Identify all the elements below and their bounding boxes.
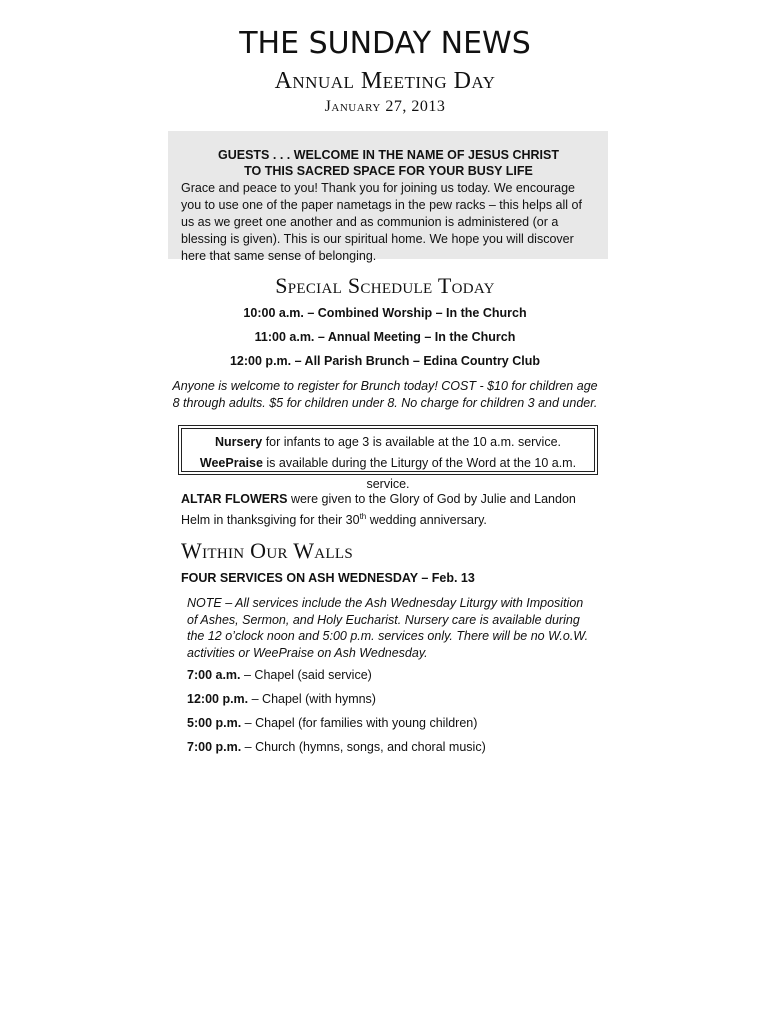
newsletter-title: THE SUNDAY NEWS (239, 26, 531, 61)
service-time: 5:00 p.m. (187, 716, 242, 730)
ash-wednesday-note: NOTE – All services include the Ash Wednesday Liturgy with Imposition of Ashes, Sermon, and Holy Eucharist. Nursery care is available during the 12 o’clock noon and 5:00 p.m. services only. There will be no W.o.W. activities or WeePraise on Ash Wednesday. (187, 596, 589, 660)
service-desc: – Chapel (with hymns) (248, 692, 376, 706)
welcome-body: Grace and peace to you! Thank you for joining us today. We encourage you to use one of the paper nametags in the pew racks – this helps all of us as we greet one another and as communion is administered (or a blessing is given). This is our spiritual home. We hope you will discover here that same sense of belonging. (181, 181, 582, 263)
nursery-box-inner (181, 428, 595, 491)
service-item (187, 668, 372, 682)
welcome-heading-line-2: TO THIS SACRED SPACE FOR YOUR BUSY LIFE (244, 164, 533, 178)
ash-wednesday-heading: FOUR SERVICES ON ASH WEDNESDAY – Feb. 13 (181, 571, 475, 585)
brunch-note: Anyone is welcome to register for Brunch today! COST - $10 for children age 8 through adults. $5 for children under 8. No charge for children 3 and under. (172, 379, 598, 410)
newsletter-date: January 27, 2013 (324, 98, 446, 115)
service-desc: – Chapel (said service) (240, 668, 372, 682)
schedule-heading: Special Schedule Today (275, 273, 495, 298)
welcome-box (168, 131, 608, 263)
nursery-line (182, 432, 594, 453)
schedule-item: 11:00 a.m. – Annual Meeting – In the Church (254, 330, 516, 344)
walls-heading: Within Our Walls (181, 538, 353, 563)
nursery-box (178, 425, 598, 491)
nursery-text: for infants to age 3 is available at the 10 a.m. service. (262, 435, 562, 449)
ordinal-suffix: th (359, 512, 367, 521)
weepraise-line (182, 453, 594, 495)
schedule-item: 10:00 a.m. – Combined Worship – In the Church (243, 306, 527, 320)
altar-flowers-text: were given to the Glory of God by Julie and Landon Helm in thanksgiving for their 30 (181, 492, 576, 528)
weepraise-label: WeePraise (199, 456, 263, 470)
altar-flowers-label: ALTAR FLOWERS (181, 492, 288, 506)
service-item (187, 716, 477, 730)
altar-flowers-text-end: wedding anniversary. (366, 513, 487, 528)
service-item (187, 740, 486, 754)
service-time: 7:00 a.m. (187, 668, 241, 682)
service-item (187, 692, 376, 706)
schedule-item: 12:00 p.m. – All Parish Brunch – Edina Country Club (229, 354, 541, 368)
service-time: 7:00 p.m. (187, 740, 242, 754)
altar-flowers-paragraph (181, 491, 601, 529)
newsletter-subtitle: Annual Meeting Day (274, 68, 496, 94)
service-time: 12:00 p.m. (187, 692, 249, 706)
nursery-label: Nursery (214, 435, 263, 449)
welcome-heading-line-1: GUESTS . . . WELCOME IN THE NAME OF JESUS CHRIST (218, 148, 559, 162)
service-desc: – Chapel (for families with young children) (241, 716, 478, 730)
service-desc: – Church (hymns, songs, and choral music) (241, 740, 486, 754)
weepraise-text: is available during the Liturgy of the Word at the 10 a.m. service. (262, 456, 577, 491)
